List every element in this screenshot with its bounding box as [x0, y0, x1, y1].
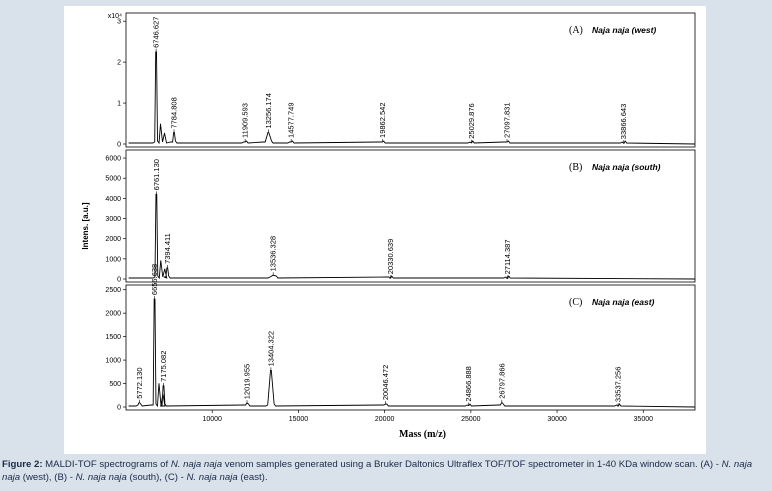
- x-tick-label: 15000: [288, 416, 309, 423]
- y-tick-label: 500: [109, 381, 121, 389]
- y-tick-label: 3: [117, 18, 121, 26]
- peak-label: 7175.082: [159, 350, 169, 382]
- caption-text: [2, 459, 752, 483]
- y-tick-label: 6000: [105, 155, 121, 163]
- peak-label: 20046.472: [380, 364, 390, 401]
- x-tick-label: 10000: [202, 416, 222, 423]
- y-tick-label: 5000: [105, 175, 121, 183]
- peak-label: 27114.387: [502, 239, 512, 275]
- y-tick-label: 2: [117, 59, 121, 67]
- peak-label: 27097.831: [502, 102, 512, 138]
- spectrum-trace: [129, 194, 695, 279]
- peak-label: 33537.256: [613, 366, 623, 403]
- spectrum-trace: [129, 52, 695, 144]
- x-axis-title: Mass (m/z): [399, 429, 446, 440]
- panel-letter: (B): [569, 162, 583, 173]
- y-tick-label: 1500: [105, 334, 121, 342]
- peak-label: 5772.130: [134, 367, 144, 399]
- caption-segment: MALDI-TOF spectrograms of: [42, 459, 171, 470]
- maldi-tof-spectra-chart: [64, 6, 706, 454]
- caption-segment: (west), (B) -: [20, 471, 76, 483]
- panel-letter: (C): [569, 297, 583, 308]
- peak-label: 20330.639: [385, 238, 395, 275]
- peak-label: 6746.627: [151, 16, 161, 48]
- caption-label: Figure 2:: [2, 459, 43, 470]
- peak-label: 12019.955: [242, 363, 252, 400]
- figure-panel: [64, 6, 706, 454]
- peak-label: 11909.593: [240, 103, 250, 138]
- caption-segment: (south), (C) -: [126, 471, 187, 483]
- peak-label: 13256.174: [263, 93, 273, 129]
- x-tick-label: 25000: [461, 416, 481, 423]
- panel-letter: (A): [569, 25, 583, 36]
- peak-label: 19862.542: [377, 102, 387, 138]
- x-tick-label: 30000: [547, 416, 567, 423]
- figure-caption: [2, 459, 770, 484]
- peak-label: 14577.749: [286, 102, 296, 138]
- peak-label: 7394.411: [162, 233, 172, 264]
- y-tick-label: 4000: [105, 195, 121, 203]
- y-multiplier-label: x10⁴: [107, 13, 122, 20]
- peak-label: 26797.866: [497, 363, 507, 399]
- y-tick-label: 2500: [105, 287, 121, 295]
- y-tick-label: 1: [117, 100, 121, 108]
- y-tick-label: 0: [117, 276, 121, 284]
- peak-label: 13404.322: [266, 330, 276, 367]
- panel-title: Naja naja (west): [592, 25, 657, 35]
- peak-label: 33866.643: [619, 103, 629, 140]
- caption-segment: N. naja naja: [186, 471, 238, 483]
- y-tick-label: 2000: [105, 236, 121, 244]
- caption-segment: N. naja naja: [75, 471, 127, 483]
- spectrum-trace: [129, 299, 695, 407]
- x-tick-label: 20000: [374, 416, 395, 423]
- panel-title: Naja naja (east): [592, 297, 655, 307]
- caption-segment: N. naja naja: [2, 459, 753, 483]
- caption-segment: venom samples generated using a Bruker Daltonics Ultraflex TOF/TOF spectrometer in 1-40 KDa window scan. (A) -: [222, 459, 722, 470]
- peak-label: 7784.808: [169, 97, 179, 129]
- peak-label: 13536.328: [268, 235, 278, 272]
- caption-segment: N. naja naja: [170, 459, 223, 470]
- peak-label: 6761.130: [151, 159, 161, 191]
- peak-label: 24866.888: [464, 366, 474, 402]
- peak-label: 25029.876: [466, 103, 476, 139]
- y-axis-title: Intens. [a.u.]: [81, 202, 90, 250]
- peak-label: 6656.638: [150, 263, 160, 296]
- panel-title: Naja naja (south): [592, 162, 661, 172]
- y-tick-label: 0: [117, 141, 121, 149]
- caption-segment: (east).: [237, 471, 268, 483]
- y-tick-label: 1000: [105, 256, 121, 264]
- y-tick-label: 1000: [105, 357, 121, 365]
- y-tick-label: 3000: [105, 216, 121, 224]
- y-tick-label: 0: [117, 404, 121, 412]
- x-tick-label: 35000: [633, 416, 654, 423]
- y-tick-label: 2000: [105, 310, 121, 318]
